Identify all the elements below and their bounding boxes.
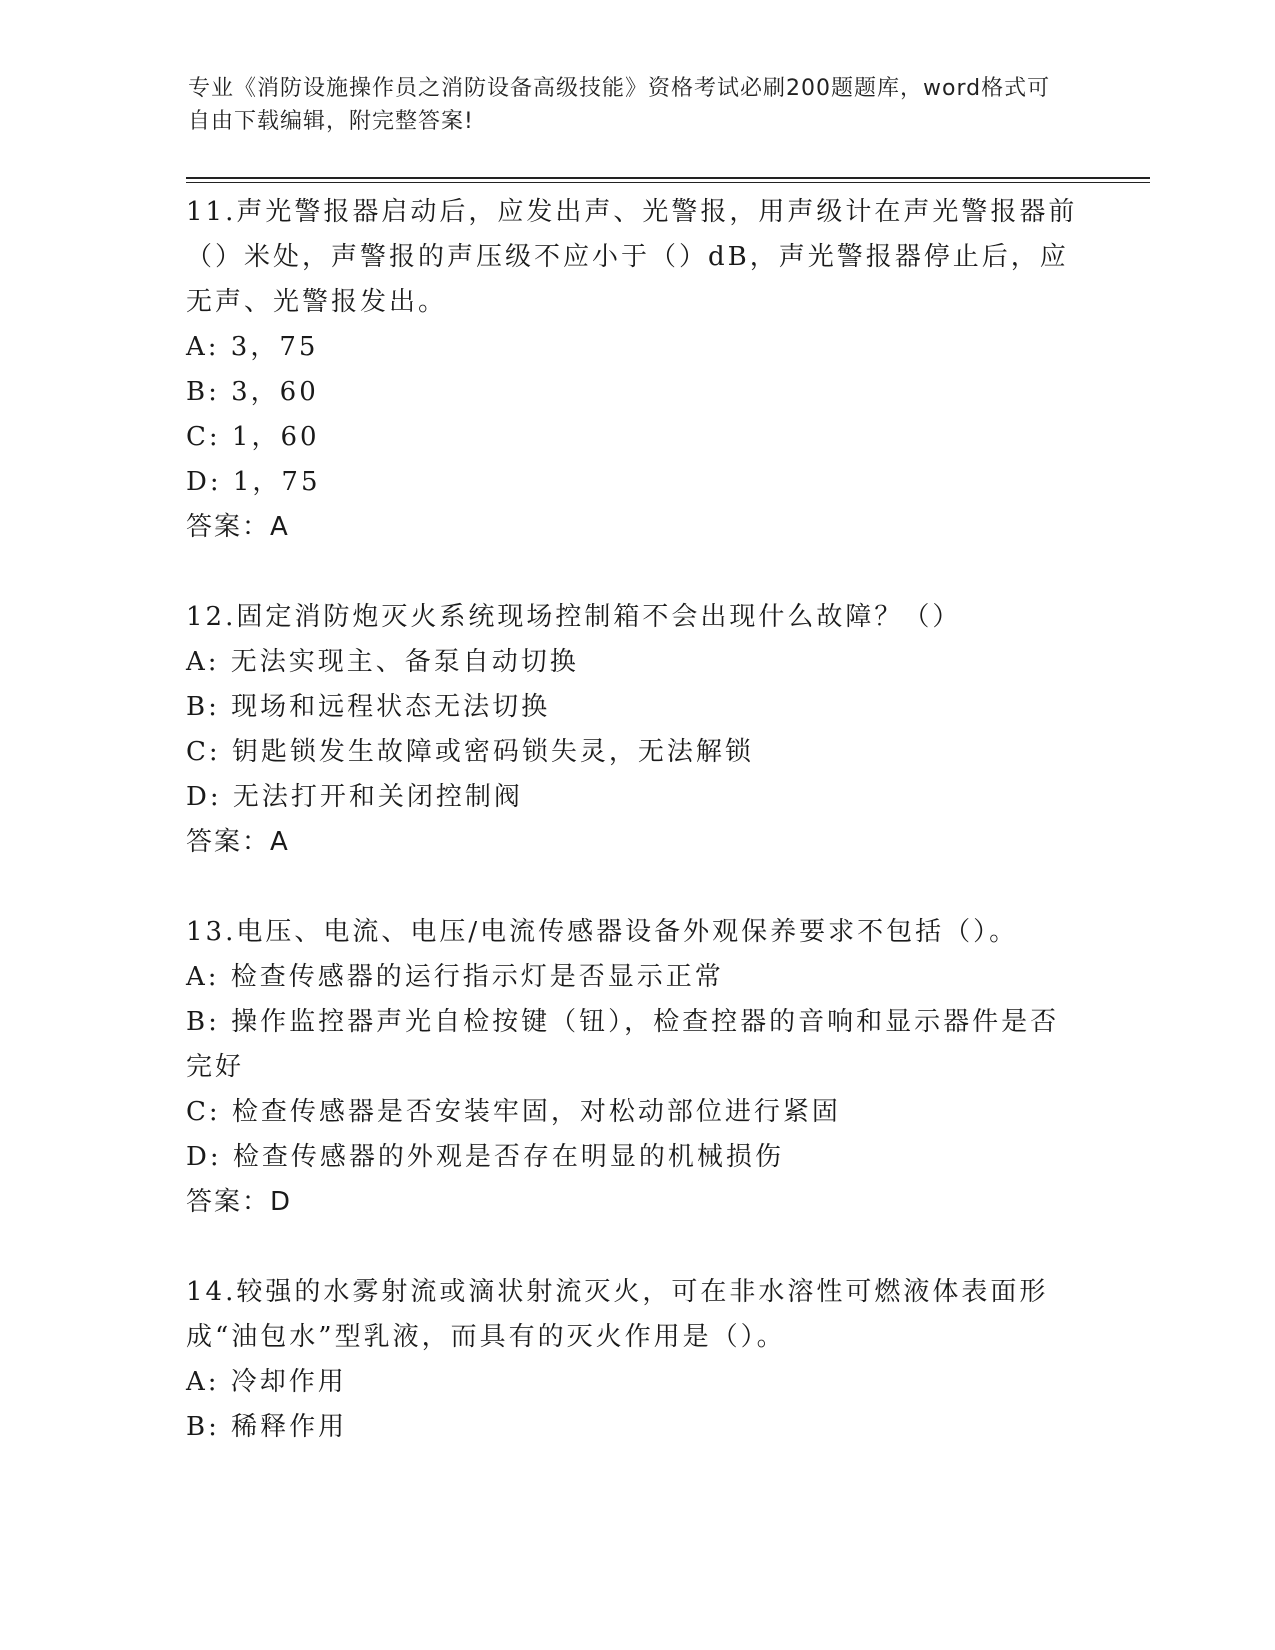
- option-a: A: 冷却作用: [186, 1367, 347, 1397]
- option-a: A: 3，75: [186, 332, 319, 362]
- question-list: [186, 190, 1086, 1495]
- question-stem: 14.较强的水雾射流或滴状射流灭火，可在非水溶性可燃液体表面形成“油包水”型乳液，而具有的灭火作用是（）。: [186, 1277, 1049, 1352]
- option-c: C: 1，60: [186, 422, 320, 452]
- question-12: [186, 595, 1086, 865]
- question-11: [186, 190, 1086, 550]
- question-stem: 13.电压、电流、电压/电流传感器设备外观保养要求不包括（）。: [186, 917, 1019, 947]
- option-c: C: 检查传感器是否安装牢固，对松动部位进行紧固: [186, 1097, 841, 1127]
- document-intro: 专业《消防设施操作员之消防设备高级技能》资格考试必刷200题题库，word格式可自由下载编辑，附完整答案!: [188, 76, 1051, 134]
- option-a: A: 无法实现主、备泵自动切换: [186, 647, 579, 677]
- answer-line: 答案：A: [186, 512, 290, 542]
- answer-line: 答案：D: [186, 1187, 293, 1217]
- question-stem: 12.固定消防炮灭火系统现场控制箱不会出现什么故障？（）: [186, 602, 962, 632]
- option-b: B: 稀释作用: [186, 1412, 348, 1442]
- option-d: D: 检查传感器的外观是否存在明显的机械损伤: [186, 1142, 784, 1172]
- question-stem: 11.声光警报器启动后，应发出声、光警报，用声级计在声光警报器前（）米处，声警报的声压级不应小于（）dB，声光警报器停止后，应无声、光警报发出。: [186, 197, 1078, 317]
- option-b: B: 3，60: [186, 377, 319, 407]
- option-b: B: 现场和远程状态无法切换: [186, 692, 551, 722]
- option-d: D: 无法打开和关闭控制阀: [186, 782, 523, 812]
- option-b: B: 操作监控器声光自检按键（钮），检查控器的音响和显示器件是否完好: [186, 1007, 1060, 1082]
- answer-line: 答案：A: [186, 827, 290, 857]
- question-14: [186, 1270, 1086, 1450]
- option-c: C: 钥匙锁发生故障或密码锁失灵，无法解锁: [186, 737, 754, 767]
- option-a: A: 检查传感器的运行指示灯是否显示正常: [186, 962, 724, 992]
- header-divider-thin: [186, 182, 1150, 183]
- question-13: [186, 910, 1086, 1225]
- header-divider: [186, 177, 1150, 179]
- option-d: D: 1，75: [186, 467, 321, 497]
